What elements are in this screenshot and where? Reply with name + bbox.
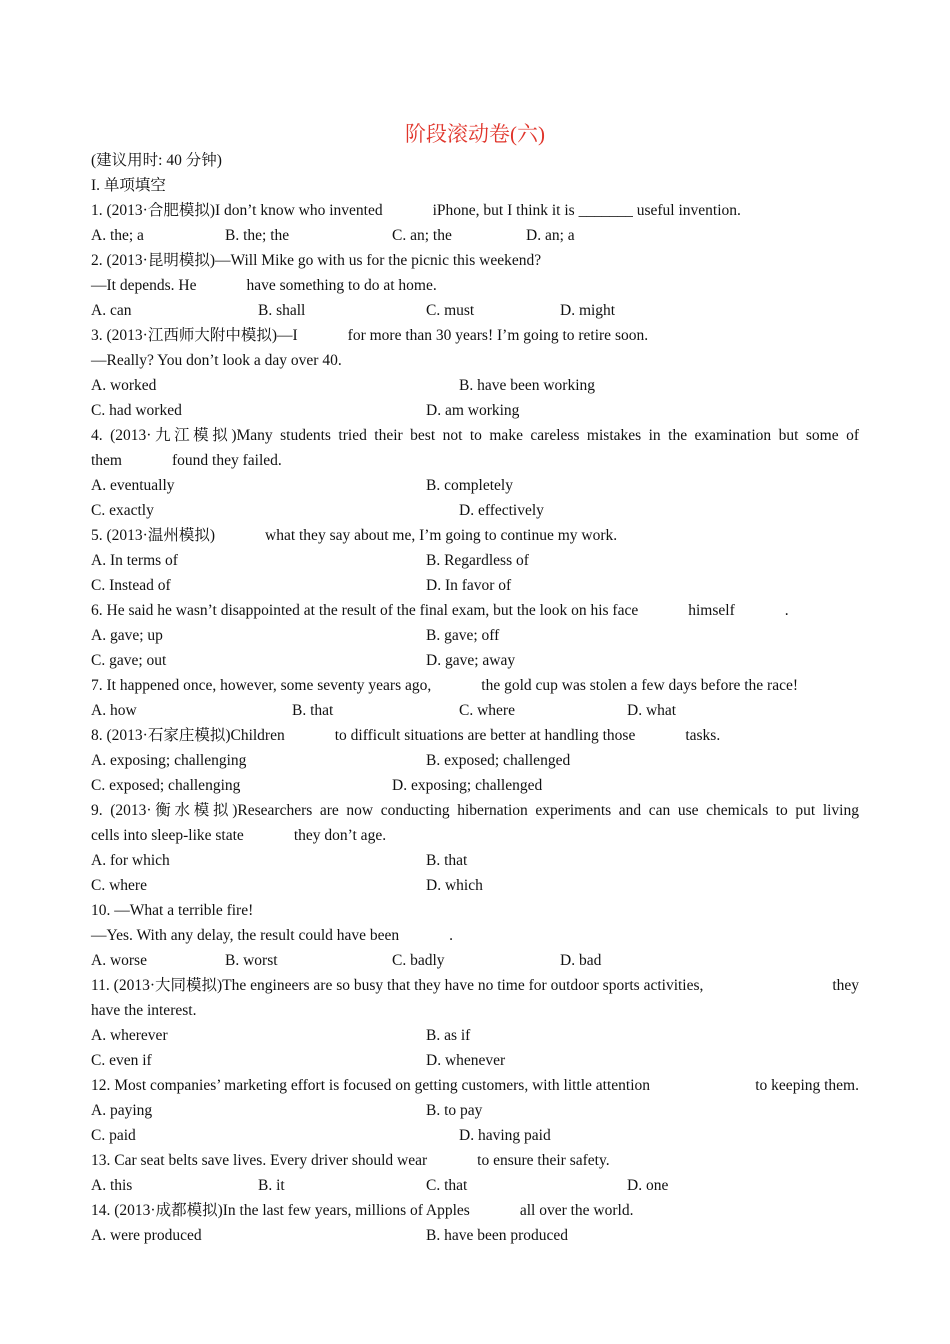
option-c[interactable]: C. had worked [91, 402, 182, 419]
question-6-stem [91, 601, 859, 621]
question-4-cont [91, 451, 859, 471]
stem-text: 12. Most companies’ marketing effort is focused on getting customers, with little attention [91, 1077, 651, 1094]
stem-text: they don’t age. [293, 827, 387, 844]
option-c[interactable]: C. where [91, 877, 147, 894]
stem-text: all over the world. [519, 1202, 634, 1219]
question-1-stem [91, 201, 859, 221]
stem-text: . [784, 602, 789, 619]
option-d[interactable]: D. having paid [459, 1127, 551, 1144]
option-d[interactable]: D. bad [560, 952, 602, 969]
option-c[interactable]: C. that [426, 1177, 468, 1194]
option-d[interactable]: D. In favor of [426, 577, 512, 594]
option-c[interactable]: C. even if [91, 1052, 152, 1069]
stem-text: for more than 30 years! I’m going to retire soon. [347, 327, 649, 344]
option-d[interactable]: D. exposing; challenged [392, 777, 543, 794]
option-c[interactable]: C. must [426, 302, 475, 319]
question-3-reply: —Really? You don’t look a day over 40. [91, 352, 342, 369]
stem-text: 11. (2013·大同模拟)The engineers are so busy that they have no time for outdoor sports activities, [91, 977, 704, 994]
section-heading: I. 单项填空 [91, 177, 166, 194]
option-a[interactable]: A. eventually [91, 477, 175, 494]
option-d[interactable]: D. might [560, 302, 616, 319]
option-a[interactable]: A. worse [91, 952, 147, 969]
option-b[interactable]: B. exposed; challenged [426, 752, 571, 769]
option-b[interactable]: B. as if [426, 1027, 471, 1044]
option-a[interactable]: A. this [91, 1177, 133, 1194]
option-b[interactable]: B. it [258, 1177, 285, 1194]
question-2-stem: 2. (2013·昆明模拟)—Will Mike go with us for the picnic this weekend? [91, 252, 542, 269]
option-d[interactable]: D. which [426, 877, 483, 894]
stem-text: what they say about me, I’m going to continue my work. [265, 527, 618, 544]
stem-text: 3. (2013·江西师大附中模拟)—I [91, 327, 298, 344]
option-a[interactable]: A. In terms of [91, 552, 178, 569]
stem-text: 1. (2013·合肥模拟)I don’t know who invented [91, 202, 383, 219]
stem-text: 6. He said he wasn’t disappointed at the result of the final exam, but the look on his face [91, 602, 639, 619]
option-d[interactable]: D. gave; away [426, 652, 516, 669]
stem-text: found they failed. [172, 452, 282, 469]
option-b[interactable]: B. to pay [426, 1102, 483, 1119]
question-11-stem [91, 976, 859, 996]
question-5-stem [91, 526, 859, 546]
stem-text: 7. It happened once, however, some seventy years ago, [91, 677, 432, 694]
stem-text: to ensure their safety. [477, 1152, 610, 1169]
option-b[interactable]: B. that [292, 702, 334, 719]
stem-text: to keeping them. [755, 1077, 859, 1094]
stem-text: iPhone, but I think it is _______ useful invention. [432, 202, 741, 219]
question-9-stem: 9. (2013·衡水模拟)Researchers are now conducting hibernation experiments and can use chemicals to put living [91, 802, 859, 819]
option-b[interactable]: B. the; the [225, 227, 290, 244]
option-c[interactable]: C. paid [91, 1127, 136, 1144]
option-a[interactable]: A. for which [91, 852, 170, 869]
option-a[interactable]: A. wherever [91, 1027, 168, 1044]
option-c[interactable]: C. an; the [392, 227, 452, 244]
question-14-stem [91, 1201, 859, 1221]
suggested-time: (建议用时: 40 分钟) [91, 152, 222, 169]
option-b[interactable]: B. have been working [459, 377, 596, 394]
question-11-cont: have the interest. [91, 1002, 197, 1019]
option-a[interactable]: A. worked [91, 377, 157, 394]
question-10-reply [91, 926, 859, 946]
option-a[interactable]: A. were produced [91, 1227, 202, 1244]
option-b[interactable]: B. Regardless of [426, 552, 529, 569]
stem-text: the gold cup was stolen a few days before the race! [481, 677, 799, 694]
stem-text: —It depends. He [91, 277, 197, 294]
option-a[interactable]: A. how [91, 702, 137, 719]
option-c[interactable]: C. exposed; challenging [91, 777, 241, 794]
stem-text: they [832, 977, 859, 994]
question-12-stem [91, 1076, 859, 1096]
option-b[interactable]: B. shall [258, 302, 306, 319]
question-13-stem [91, 1151, 859, 1171]
stem-text: have something to do at home. [246, 277, 437, 294]
stem-text: cells into sleep-like state [91, 827, 244, 844]
stem-text: 5. (2013·温州模拟) [91, 527, 215, 544]
stem-text: 13. Car seat belts save lives. Every driver should wear [91, 1152, 428, 1169]
option-c[interactable]: C. badly [392, 952, 445, 969]
option-a[interactable]: A. paying [91, 1102, 153, 1119]
question-10-stem: 10. —What a terrible fire! [91, 902, 254, 919]
stem-text: tasks. [685, 727, 721, 744]
option-c[interactable]: C. gave; out [91, 652, 167, 669]
option-a[interactable]: A. can [91, 302, 132, 319]
stem-text: himself [688, 602, 735, 619]
option-d[interactable]: D. an; a [526, 227, 575, 244]
page-title: 阶段滚动卷(六) [405, 122, 545, 146]
stem-text: —Yes. With any delay, the result could have been [91, 927, 400, 944]
question-2-reply [91, 276, 859, 296]
option-a[interactable]: A. the; a [91, 227, 144, 244]
question-8-stem [91, 726, 859, 746]
option-b[interactable]: B. gave; off [426, 627, 500, 644]
question-3-stem [91, 326, 859, 346]
question-7-stem [91, 676, 859, 696]
option-d[interactable]: D. what [627, 702, 677, 719]
option-c[interactable]: C. where [459, 702, 515, 719]
option-a[interactable]: A. exposing; challenging [91, 752, 247, 769]
option-b[interactable]: B. completely [426, 477, 513, 494]
stem-text: them [91, 452, 122, 469]
stem-text: to difficult situations are better at handling those [334, 727, 636, 744]
question-4-stem: 4. (2013·九江模拟)Many students tried their best not to make careless mistakes in the examination but some of [91, 427, 859, 444]
option-b[interactable]: B. have been produced [426, 1227, 569, 1244]
stem-text: 8. (2013·石家庄模拟)Children [91, 727, 285, 744]
option-d[interactable]: D. one [627, 1177, 669, 1194]
option-d[interactable]: D. effectively [459, 502, 544, 519]
option-d[interactable]: D. whenever [426, 1052, 506, 1069]
option-c[interactable]: C. exactly [91, 502, 154, 519]
option-b[interactable]: B. worst [225, 952, 278, 969]
option-d[interactable]: D. am working [426, 402, 520, 419]
option-b[interactable]: B. that [426, 852, 468, 869]
stem-text: . [449, 927, 454, 944]
option-c[interactable]: C. Instead of [91, 577, 171, 594]
option-a[interactable]: A. gave; up [91, 627, 163, 644]
stem-text: 14. (2013·成都模拟)In the last few years, millions of Apples [91, 1202, 470, 1219]
question-9-cont [91, 826, 859, 846]
